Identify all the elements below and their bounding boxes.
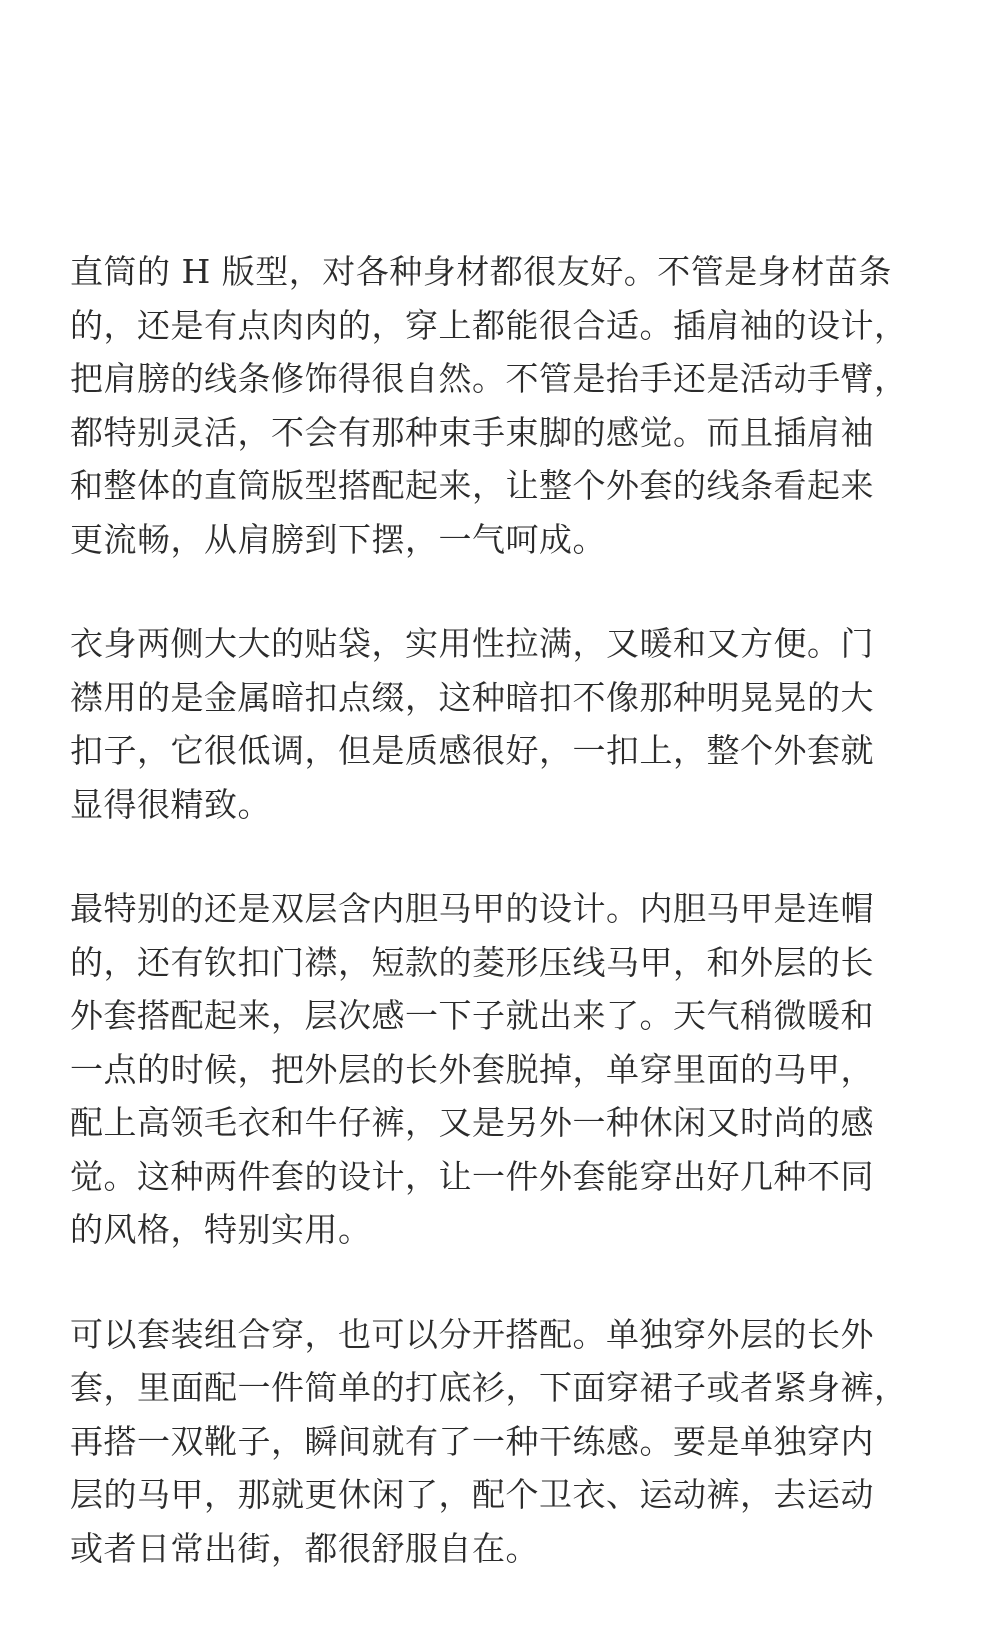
text-line: 配上高领毛衣和牛仔裤，又是另外一种休闲又时尚的感 <box>70 1103 874 1142</box>
text-line: 最特别的还是双层含内胆马甲的设计。内胆马甲是连帽 <box>70 889 874 928</box>
text-line: 襟用的是金属暗扣点缀，这种暗扣不像那种明晃晃的大 <box>70 677 874 717</box>
text-line: 再搭一双靴子，瞬间就有了一种干练感。要是单独穿内 <box>70 1421 874 1461</box>
text-line: 的风格，特别实用。 <box>70 1210 372 1249</box>
paragraph-pockets <box>70 617 900 831</box>
text-line: 把肩膀的线条修饰得很自然。不管是抬手还是活动手臂， <box>70 359 908 398</box>
text-line: 的，还有钦扣门襟，短款的菱形压线马甲，和外层的长 <box>70 942 874 982</box>
paragraph-styling <box>70 1308 908 1576</box>
text-line: 显得很精致。 <box>70 784 271 824</box>
text-line: 一点的时候，把外层的长外套脱掉，单穿里面的马甲， <box>70 1049 874 1089</box>
text-line: 觉。这种两件套的设计，让一件外套能穿出好几种不同 <box>70 1156 874 1196</box>
article-body <box>70 245 908 1626</box>
text-line: 扣子，它很低调，但是质感很好，一扣上，整个外套就 <box>70 731 874 770</box>
text-line: 套，里面配一件简单的打底衫，下面穿裙子或者紧身裤， <box>70 1368 908 1407</box>
text-line: 外套搭配起来，层次感一下子就出来了。天气稍微暖和 <box>70 996 874 1035</box>
text-line: 或者日常出街，都很舒服自在。 <box>70 1528 539 1568</box>
text-line: 可以套装组合穿，也可以分开搭配。单独穿外层的长外 <box>70 1314 874 1354</box>
text-line: 都特别灵活，不会有那种束手束脚的感觉。而且插肩袖 <box>70 412 874 452</box>
text-line: 和整体的直筒版型搭配起来，让整个外套的线条看起来 <box>70 466 874 505</box>
text-line: 衣身两侧大大的贴袋，实用性拉满，又暖和又方便。门 <box>70 624 874 663</box>
text-line: 直筒的 H 版型，对各种身材都很友好。不管是身材苗条 <box>70 252 892 291</box>
text-line: 更流畅，从肩膀到下摆，一气呵成。 <box>70 519 606 559</box>
text-line: 层的马甲，那就更休闲了，配个卫衣、运动裤，去运动 <box>70 1475 874 1514</box>
paragraph-fit <box>70 245 908 566</box>
text-line: 的，还是有点肉肉的，穿上都能很合适。插肩袖的设计， <box>70 305 908 345</box>
paragraph-vest <box>70 882 900 1257</box>
